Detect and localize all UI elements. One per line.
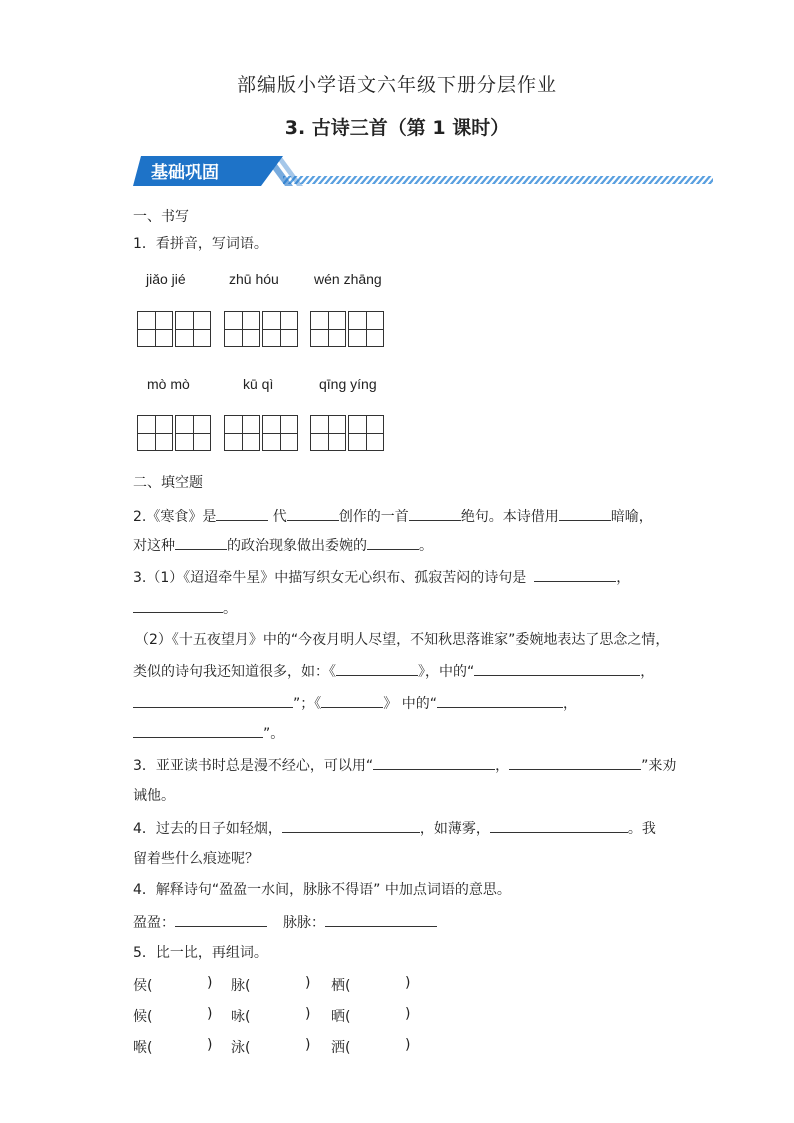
- pinyin-3: wén zhāng: [314, 271, 382, 287]
- question-3-2-line1: （2）《十五夜望月》中的“今夜月明人尽望，不知秋思落谁家”委婉地表达了思念之情，: [135, 632, 670, 648]
- writing-grid[interactable]: [137, 311, 213, 347]
- section-banner: [133, 154, 713, 188]
- answer-blank[interactable]: [490, 818, 628, 833]
- question-2-line1: 2.《寒食》是 代 创作的一首 绝句。本诗借用 暗喻，: [133, 506, 653, 527]
- answer-blank[interactable]: [474, 661, 640, 676]
- pinyin-4: mò mò: [147, 376, 190, 392]
- question-4b: 4．解释诗句“盈盈一水间，脉脉不得语” 中加点词语的意思。: [133, 882, 511, 898]
- answer-blank[interactable]: [336, 661, 418, 676]
- pinyin-2: zhū hóu: [229, 271, 279, 287]
- question-3-2-line3: ”；《 》 中的“ ，: [133, 693, 577, 714]
- question-4b-answers: 盈盈： 脉脉：: [133, 912, 437, 933]
- question-4a-line2: 留着些什么痕迹呢？: [133, 851, 259, 867]
- question-3-2-line4: ”。: [133, 723, 284, 744]
- answer-blank[interactable]: [175, 535, 227, 550]
- answer-blank[interactable]: [175, 912, 267, 927]
- answer-blank[interactable]: [534, 567, 616, 582]
- pinyin-1: jiǎo jié: [146, 271, 186, 287]
- pinyin-5: kū qì: [243, 376, 274, 392]
- writing-grid[interactable]: [224, 415, 300, 451]
- section2-heading: 二、填空题: [133, 475, 203, 491]
- question-3-line1: 3．亚亚读书时总是漫不经心，可以用“ ， ”来劝: [133, 755, 676, 776]
- banner-label: 基础巩固: [151, 163, 219, 183]
- lesson-title: 3. 古诗三首（第 1 课时）: [284, 117, 510, 139]
- answer-blank[interactable]: [287, 506, 339, 521]
- answer-blank[interactable]: [373, 755, 495, 770]
- answer-blank[interactable]: [133, 723, 263, 738]
- answer-blank[interactable]: [559, 506, 611, 521]
- answer-blank[interactable]: [325, 912, 437, 927]
- answer-blank[interactable]: [367, 535, 419, 550]
- question-3-line2: 诫他。: [133, 788, 175, 804]
- answer-blank[interactable]: [133, 693, 293, 708]
- answer-blank[interactable]: [509, 755, 641, 770]
- question-3-2-line2: 类似的诗句我还知道很多，如：《 》，中的“ ，: [133, 661, 654, 682]
- question-1: 1．看拼音，写词语。: [133, 236, 268, 252]
- writing-grid[interactable]: [224, 311, 300, 347]
- document-title: 部编版小学语文六年级下册分层作业: [236, 74, 557, 96]
- answer-blank[interactable]: [409, 506, 461, 521]
- section1-heading: 一、书写: [133, 209, 189, 225]
- answer-blank[interactable]: [282, 818, 420, 833]
- answer-blank[interactable]: [133, 598, 223, 613]
- pinyin-6: qīng yíng: [319, 376, 377, 392]
- answer-blank[interactable]: [321, 693, 383, 708]
- question-4a-line1: 4．过去的日子如轻烟， ，如薄雾， 。我: [133, 818, 656, 839]
- question-5: 5．比一比，再组词。: [133, 945, 268, 961]
- writing-grid[interactable]: [310, 415, 386, 451]
- question-3-1-line1: 3.（1）《迢迢牵牛星》中描写织女无心织布、孤寂苦闷的诗句是 ，: [133, 567, 630, 588]
- question-3-1-line2: 。: [133, 598, 237, 619]
- writing-grid[interactable]: [137, 415, 213, 451]
- question-2-line2: 对这种 的政治现象做出委婉的 。: [133, 535, 433, 556]
- writing-grid[interactable]: [310, 311, 386, 347]
- answer-blank[interactable]: [216, 506, 268, 521]
- answer-blank[interactable]: [437, 693, 563, 708]
